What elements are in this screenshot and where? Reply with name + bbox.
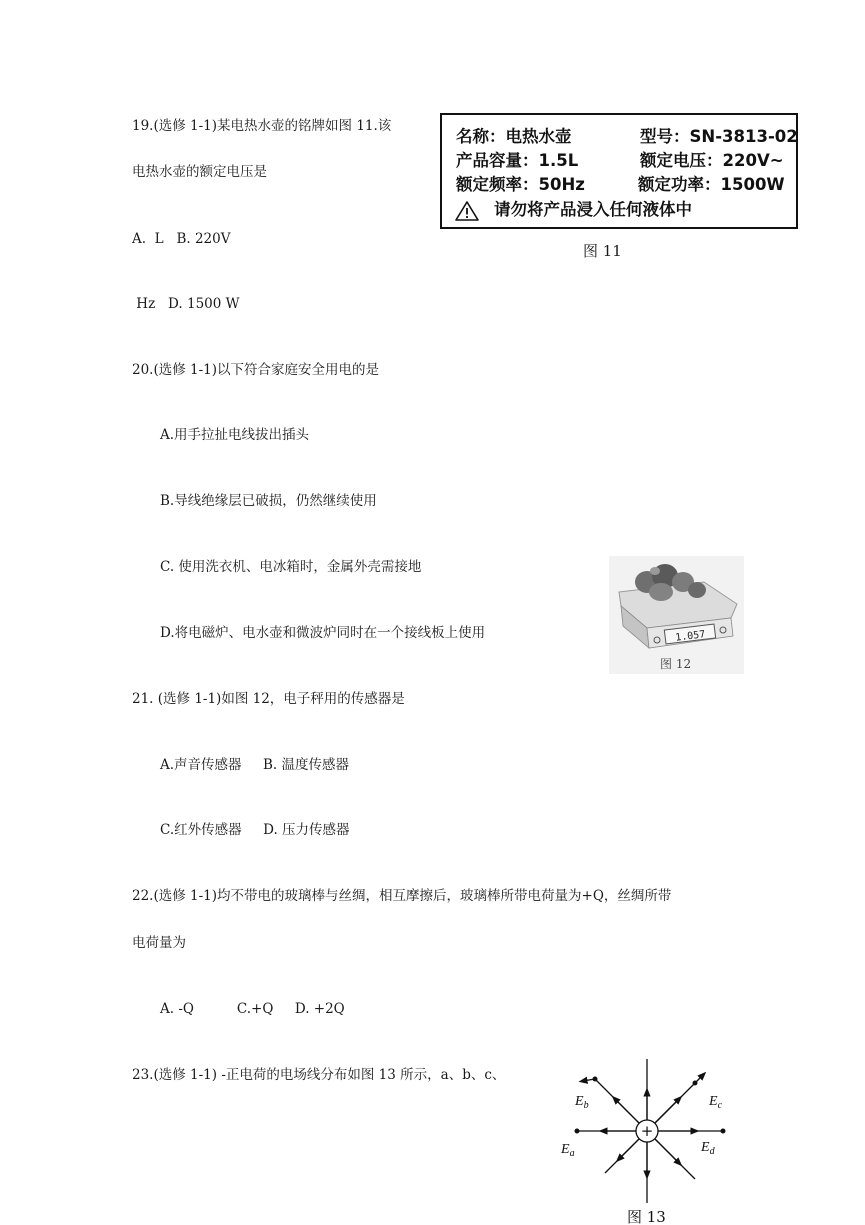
svg-text:Ec (708, 1094, 723, 1111)
nameplate-name: 名称：电热水壶 (456, 127, 572, 146)
q22-stem-line2: 电荷量为 (132, 935, 186, 951)
label-ed: E (701, 1140, 710, 1155)
q19-stem-line1: 19.(选修 1-1)某电热水壶的铭牌如图 11.该 (132, 118, 392, 134)
kettle-nameplate (440, 113, 798, 229)
label-ec: E (709, 1094, 718, 1109)
q23-stem: 23.(选修 1-1) -正电荷的电场线分布如图 13 所示，a、b、c、 (132, 1067, 506, 1083)
q20-option-b: B.导线绝缘层已破损，仍然继续使用 (160, 493, 377, 509)
label-ea: E (561, 1142, 570, 1157)
nameplate-frequency: 额定频率：50Hz (456, 175, 585, 194)
q20-option-a: A.用手拉扯电线拔出插头 (160, 427, 310, 443)
nameplate-capacity: 产品容量：1.5L (456, 151, 579, 170)
q20-option-d: D.将电磁炉、电水壶和微波炉同时在一个接线板上使用 (160, 625, 486, 641)
q20-option-c: C. 使用洗衣机、电冰箱时，金属外壳需接地 (160, 559, 422, 575)
q21-stem: 21. (选修 1-1)如图 12，电子秤用的传感器是 (132, 691, 405, 707)
q19-options-cd: Hz D. 1500 W (132, 296, 240, 312)
svg-text:Eb (574, 1094, 589, 1111)
nameplate-model: 型号：SN-3813-02 (640, 127, 798, 146)
q19-options-ab: A. L B. 220V (132, 231, 231, 247)
figure-12-caption: 图 12 (660, 657, 692, 671)
q21-options-ab: A.声音传感器 B. 温度传感器 (160, 757, 349, 773)
label-eb-sub: b (583, 1100, 589, 1111)
warning-triangle-icon (454, 200, 480, 222)
scale-display: 1.057 (674, 629, 706, 644)
svg-text:Ea (560, 1142, 575, 1159)
charge-sign: + (640, 1122, 654, 1140)
label-ec-sub: c (717, 1100, 723, 1111)
figure-13-caption: 图 13 (627, 1208, 666, 1225)
label-ed-sub: d (709, 1146, 715, 1157)
nameplate-power: 额定功率：1500W (638, 175, 785, 194)
q22-options: A. -Q C.+Q D. +2Q (160, 1001, 345, 1017)
electric-field-diagram (555, 1055, 745, 1225)
q19-stem-line2: 电热水壶的额定电压是 (132, 164, 267, 180)
nameplate-voltage: 额定电压：220V~ (640, 151, 784, 170)
nameplate-warning: 请勿将产品浸入任何液体中 (494, 200, 692, 219)
label-eb: E (575, 1094, 584, 1109)
svg-text:Ed (700, 1140, 716, 1157)
q22-stem-line1: 22.(选修 1-1)均不带电的玻璃棒与丝绸，相互摩擦后，玻璃棒所带电荷量为+Q，丝绸所带 (132, 888, 672, 904)
q20-stem: 20.(选修 1-1)以下符合家庭安全用电的是 (132, 362, 380, 378)
figure-11-caption: 图 11 (583, 242, 622, 260)
label-ea-sub: a (569, 1148, 575, 1159)
q21-options-cd: C.红外传感器 D. 压力传感器 (160, 822, 350, 838)
